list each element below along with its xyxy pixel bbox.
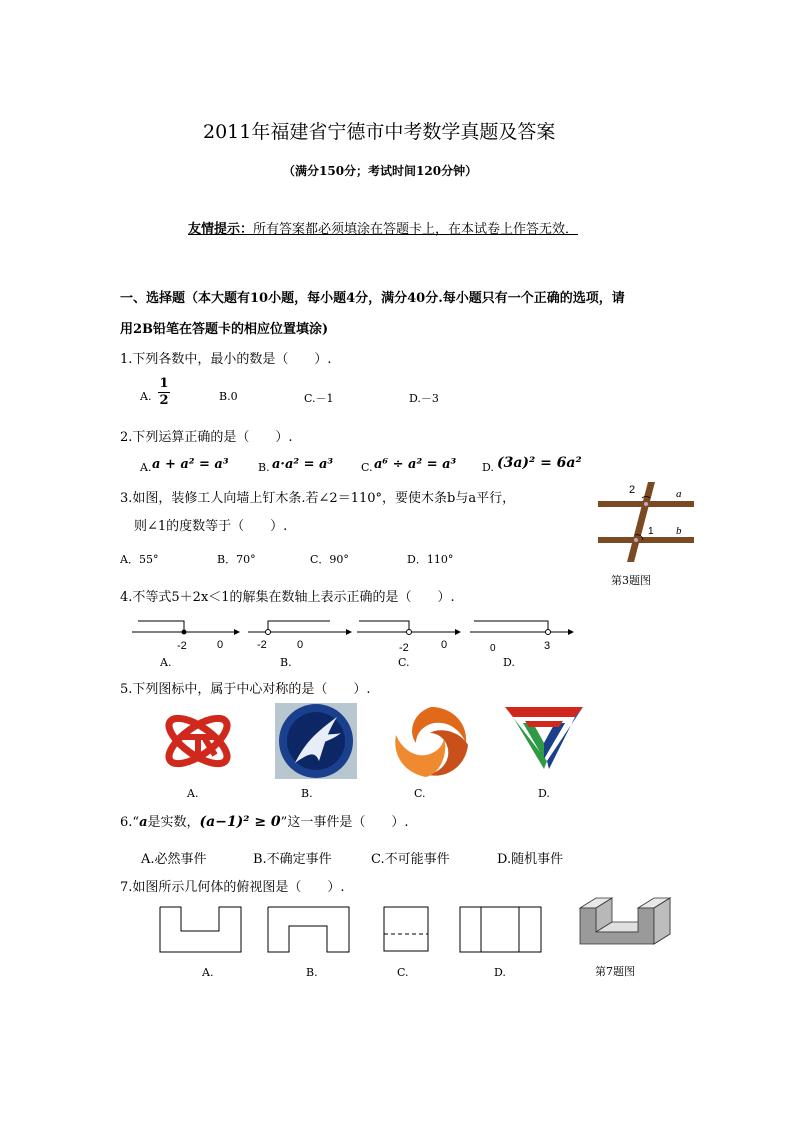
line-a-label: a — [676, 488, 682, 500]
q4-option-b-label: B. — [280, 656, 292, 669]
q6-prefix: 6.“ — [120, 815, 140, 830]
tick-label: -2 — [257, 639, 267, 651]
angle1-label: 1 — [648, 526, 654, 537]
q2-stem: 2.下列运算正确的是（ ）. — [120, 430, 293, 445]
page-title: 2011年福建省宁德市中考数学真题及答案 — [203, 121, 556, 143]
q2-option-c-label: C. — [361, 461, 373, 474]
wood-strip-b — [598, 537, 694, 543]
hollow-point — [407, 630, 412, 635]
q3-figure-caption: 第3题图 — [611, 574, 651, 587]
line-b-label: b — [676, 525, 682, 537]
q6-option-a: A.必然事件 — [141, 852, 207, 867]
q3-figure — [590, 478, 700, 568]
q1-fraction-numerator: 1 — [159, 376, 169, 391]
section-heading-line1: 一、选择题（本大题有10小题，每小题4分，满分40分.每小题只有一个正确的选项，请 — [120, 291, 625, 306]
q2-option-a-expr: a + a² = a³ — [152, 457, 229, 472]
q4-numberline-d — [468, 615, 578, 655]
intersection-a — [644, 502, 648, 506]
q1-option-c: C.－1 — [304, 392, 334, 405]
q7-solid-figure — [576, 894, 676, 958]
page-subtitle: （满分150分；考试时间120分钟） — [283, 164, 478, 178]
q3-option-c: C．90° — [310, 553, 349, 566]
q1-option-a-label: A. — [140, 390, 152, 403]
tip-label: 友情提示： — [188, 222, 254, 237]
q1-stem: 1.下列各数中，最小的数是（ ）. — [120, 352, 332, 367]
tick-label: 0 — [490, 643, 496, 654]
q6-option-b: B.不确定事件 — [253, 852, 332, 867]
intersection-b — [634, 538, 638, 542]
q5-option-c-label: C. — [414, 787, 426, 800]
q1-fraction-denominator: 2 — [159, 393, 169, 408]
q2-option-d-expr: (3a)² = 6a² — [497, 455, 582, 471]
q6-expression: (a−1)² ≥ 0 — [199, 814, 281, 830]
q5-logo-a — [157, 703, 239, 779]
q7-option-d-label: D. — [494, 966, 506, 979]
q3-option-b: B．70° — [217, 553, 256, 566]
q7-view-c — [383, 906, 431, 954]
angle2-label: 2 — [629, 484, 636, 496]
q5-option-b-label: B. — [301, 787, 313, 800]
q2-option-b-label: B. — [258, 461, 270, 474]
q7-option-a-label: A. — [202, 966, 214, 979]
q2-option-a-label: A. — [140, 461, 152, 474]
friendly-tip — [188, 218, 578, 237]
solid-point — [182, 630, 187, 635]
q2-option-b-expr: a·a² = a³ — [272, 457, 334, 472]
q4-option-c-label: C. — [398, 656, 410, 669]
q3-option-a: A．55° — [120, 553, 159, 566]
q5-option-d-label: D. — [538, 787, 550, 800]
tick-label: -2 — [399, 642, 409, 654]
q7-option-c-label: C. — [397, 966, 409, 979]
q1-option-b: B.0 — [219, 390, 238, 403]
q7-stem: 7.如图所示几何体的俯视图是（ ）. — [120, 880, 345, 895]
q1-option-a-fraction — [158, 376, 170, 409]
q7-figure-caption: 第7题图 — [595, 965, 635, 978]
q6-suffix: ”这一事件是（ ）. — [280, 815, 409, 830]
q4-numberline-c — [355, 615, 465, 655]
q5-logo-d — [503, 703, 585, 779]
q4-stem: 4.不等式5＋2x＜1的解集在数轴上表示正确的是（ ）. — [120, 590, 455, 605]
tick-label: 0 — [217, 639, 224, 651]
tick-label: 0 — [297, 639, 304, 651]
q6-stem — [120, 811, 408, 830]
q6-middle: 是实数， — [147, 815, 200, 830]
tick-label: -2 — [177, 640, 187, 652]
q4-option-d-label: D. — [503, 656, 515, 669]
q3-option-d: D．110° — [407, 553, 454, 566]
q7-option-b-label: B. — [306, 966, 318, 979]
q7-view-a — [159, 906, 243, 954]
tick-label: 0 — [441, 639, 448, 651]
q4-numberline-a — [130, 615, 240, 655]
q4-numberline-b — [246, 615, 356, 655]
q4-option-a-label: A. — [160, 656, 172, 669]
q6-option-c: C.不可能事件 — [371, 852, 450, 867]
q6-variable: a — [139, 815, 148, 830]
section-heading-line2: 用2B铅笔在答题卡的相应位置填涂) — [120, 322, 329, 337]
q3-stem-line2: 则∠1的度数等于（ ）. — [134, 519, 288, 534]
tip-text: 所有答案都必须填涂在答题卡上，在本试卷上作答无效． — [253, 222, 579, 237]
tick-label: 3 — [544, 640, 551, 652]
q5-logo-b — [275, 703, 357, 779]
hollow-point — [546, 630, 551, 635]
q1-option-d: D.－3 — [409, 392, 439, 405]
q5-stem: 5.下列图标中，属于中心对称的是（ ）. — [120, 682, 371, 697]
hollow-point — [266, 630, 271, 635]
q2-option-d-label: D. — [482, 461, 494, 474]
q5-logo-c — [390, 703, 472, 779]
q6-option-d: D.随机事件 — [497, 852, 564, 867]
q7-view-b — [267, 906, 351, 954]
q5-option-a-label: A. — [187, 787, 199, 800]
q3-stem-line1: 3.如图，装修工人向墙上钉木条.若∠2＝110°，要使木条b与a平行， — [120, 491, 516, 506]
q2-option-c-expr: a⁶ ÷ a² = a³ — [374, 457, 457, 472]
q7-view-d — [459, 906, 543, 954]
